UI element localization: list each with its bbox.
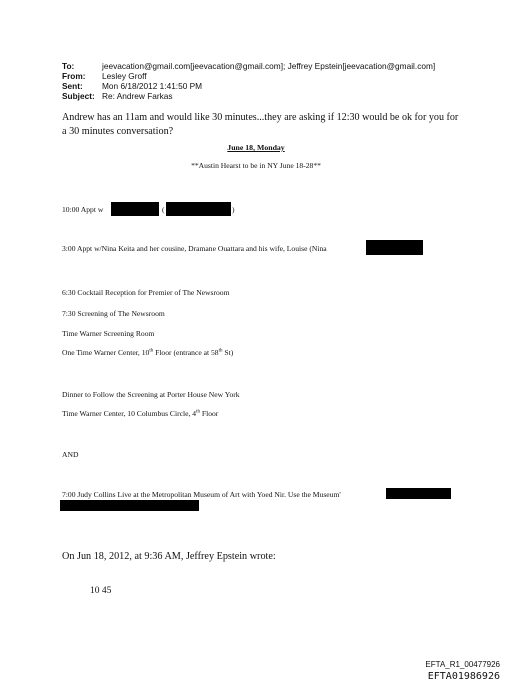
to-value: jeevacation@gmail.com[jeevacation@gmail.com]; Jeffrey Epstein[jeevacation@gmail.com] (102, 61, 436, 71)
from-label: From: (62, 71, 86, 81)
item-630: 6:30 Cocktail Reception for Premier of The Newsroom (62, 288, 230, 297)
schedule-date-heading: June 18, Monday (227, 143, 285, 152)
sent-label: Sent: (62, 81, 83, 91)
venue-address-sup: th (218, 348, 223, 354)
document-id-2: EFTA01986926 (427, 671, 500, 682)
venue-address-part: Floor (entrance at 58 (153, 348, 219, 357)
appt-1000-open-paren: ( (162, 205, 165, 214)
from-value: Lesley Groff (102, 71, 147, 81)
dinner-address-part: Floor (199, 409, 219, 418)
message-line-2: a 30 minutes conversation? (62, 126, 174, 137)
document-id-1: EFTA_R1_00477926 (425, 660, 500, 669)
appt-1000 (62, 205, 103, 214)
venue-address-part: One Time Warner Center, 10 (62, 348, 150, 357)
subject-label: Subject: (62, 91, 95, 101)
venue-address-sup: th (149, 348, 154, 354)
redaction-box (166, 202, 231, 216)
item-700: 7:00 Judy Collins Live at the Metropolitan Museum of Art with Yoed Nir. Use the Museum' (62, 490, 341, 499)
quoted-intro: On Jun 18, 2012, at 9:36 AM, Jeffrey Epstein wrote: (62, 551, 276, 562)
appt-1000-text: 10:00 Appt w (62, 205, 104, 214)
dinner-address-part: Time Warner Center, 10 Columbus Circle, 4 (62, 409, 197, 418)
redaction-box (111, 202, 159, 216)
dinner-address-sup: th (196, 409, 200, 415)
schedule-note: **Austin Hearst to be in NY June 18-28** (191, 161, 321, 170)
and-separator: AND (62, 450, 79, 459)
venue-name: Time Warner Screening Room (62, 329, 155, 338)
item-730: 7:30 Screening of The Newsroom (62, 309, 165, 318)
redaction-box (366, 240, 423, 255)
to-label: To: (62, 61, 75, 71)
quoted-reply: 10 45 (90, 586, 112, 596)
dinner: Dinner to Follow the Screening at Porter House New York (62, 390, 240, 399)
redaction-box (386, 488, 451, 499)
sent-value: Mon 6/18/2012 1:41:50 PM (102, 81, 203, 91)
dinner-address (62, 409, 218, 418)
appt-300: 3:00 Appt w/Nina Keita and her cousine, Dramane Ouattara and his wife, Louise (Nina (62, 244, 327, 253)
appt-1000-close-paren: ) (232, 205, 235, 214)
message-line-1: Andrew has an 11am and would like 30 minutes...they are asking if 12:30 would be ok for you for (62, 112, 459, 123)
subject-value: Re: Andrew Farkas (102, 91, 173, 101)
venue-address-part: St) (222, 348, 234, 357)
redaction-box (60, 500, 199, 511)
venue-address (62, 348, 233, 357)
